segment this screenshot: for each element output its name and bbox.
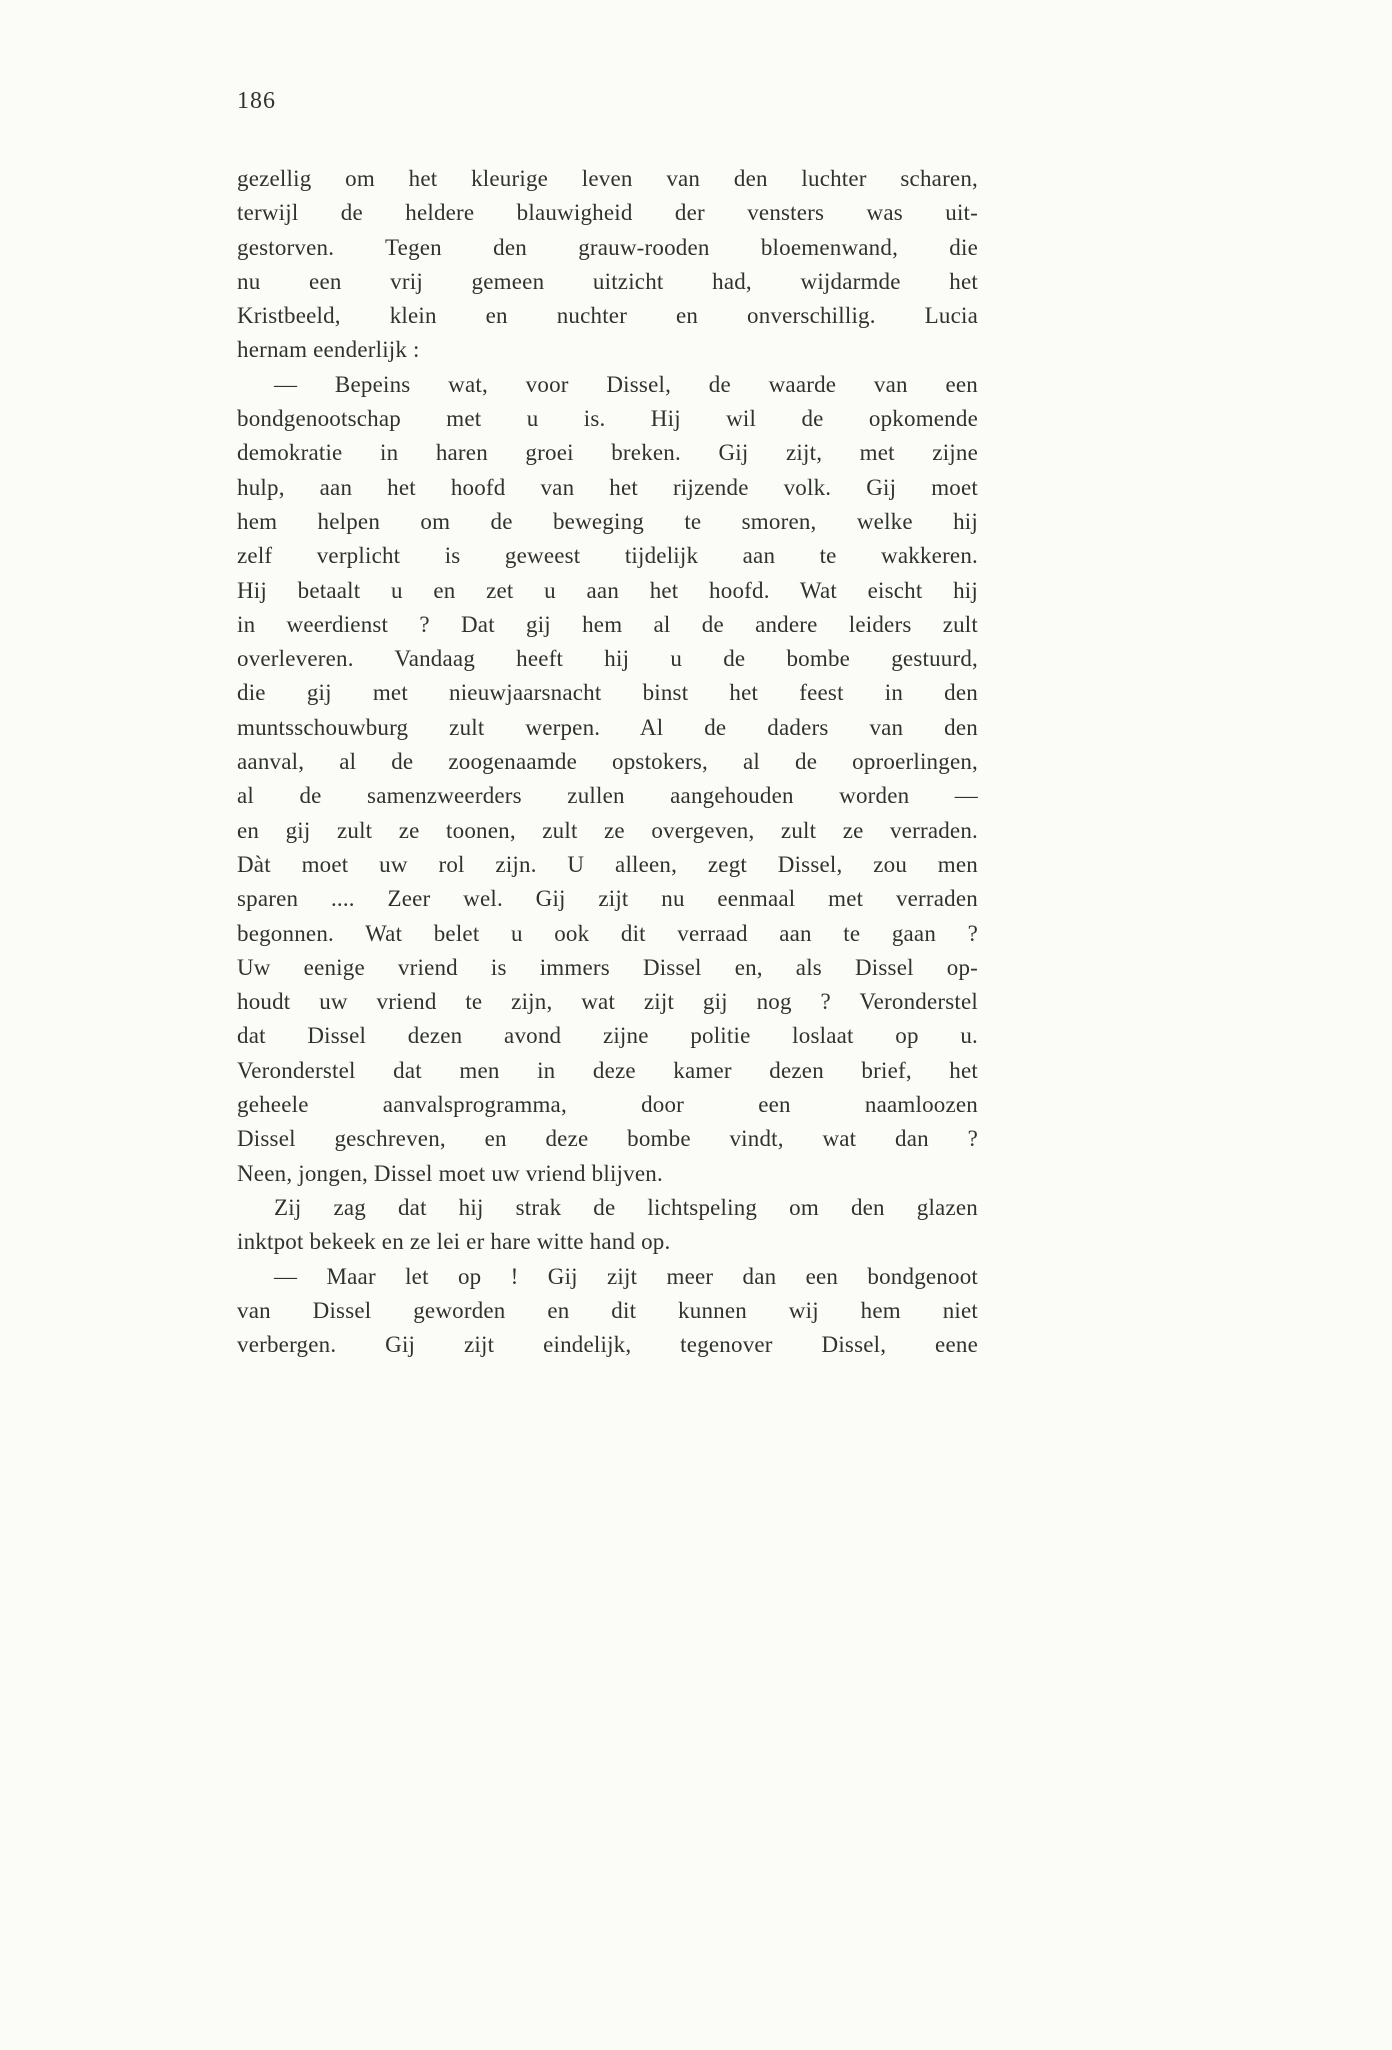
- text-line: demokratie in haren groei breken. Gij zijt, met zijne: [237, 440, 978, 466]
- text-block: [237, 162, 978, 1362]
- text-line: — Bepeins wat, voor Dissel, de waarde van een: [274, 371, 978, 397]
- text-line: zelf verplicht is geweest tijdelijk aan te wakkeren.: [237, 543, 978, 569]
- text-line: Hij betaalt u en zet u aan het hoofd. Wat eischt hij: [237, 577, 978, 603]
- text-line: geheele aanvalsprogramma, door een naamloozen: [237, 1092, 978, 1118]
- text-line: die gij met nieuwjaarsnacht binst het feest in den: [237, 680, 978, 706]
- text-line: — Maar let op ! Gij zijt meer dan een bondgenoot: [274, 1263, 978, 1289]
- text-line: terwijl de heldere blauwigheid der vensters was uit-: [237, 200, 978, 226]
- text-line: hem helpen om de beweging te smoren, welke hij: [237, 508, 978, 534]
- text-line: gezellig om het kleurige leven van den luchter scharen,: [237, 166, 978, 191]
- text-line: al de samenzweerders zullen aangehouden worden —: [237, 783, 978, 809]
- text-line: bondgenootschap met u is. Hij wil de opkomende: [237, 406, 978, 432]
- text-line: Uw eenige vriend is immers Dissel en, als Dissel op-: [237, 954, 978, 980]
- text-line: overleveren. Vandaag heeft hij u de bombe gestuurd,: [237, 646, 978, 672]
- text-line: Kristbeeld, klein en nuchter en onverschillig. Lucia: [237, 303, 978, 329]
- text-line: hulp, aan het hoofd van het rijzende volk. Gij moet: [237, 474, 978, 500]
- text-line: hernam eenderlijk :: [237, 337, 420, 363]
- text-line: muntsschouwburg zult werpen. Al de daders van den: [237, 714, 978, 740]
- text-line: gestorven. Tegen den grauw-rooden bloemenwand, die: [237, 234, 978, 260]
- text-line: in weerdienst ? Dat gij hem al de andere leiders zult: [237, 611, 978, 637]
- text-line: en gij zult ze toonen, zult ze overgeven, zult ze verraden.: [237, 817, 978, 843]
- text-line: Zij zag dat hij strak de lichtspeling om den glazen: [274, 1194, 978, 1220]
- text-line: begonnen. Wat belet u ook dit verraad aan te gaan ?: [237, 920, 978, 946]
- text-line: Dissel geschreven, en deze bombe vindt, wat dan ?: [237, 1126, 978, 1152]
- text-line: aanval, al de zoogenaamde opstokers, al de oproerlingen,: [237, 749, 978, 775]
- text-line: Veronderstel dat men in deze kamer dezen brief, het: [237, 1057, 978, 1083]
- text-line: Neen, jongen, Dissel moet uw vriend blijven.: [237, 1160, 663, 1186]
- page-number: 186: [237, 88, 276, 114]
- text-line: inktpot bekeek en ze lei er hare witte hand op.: [237, 1229, 671, 1255]
- text-line: van Dissel geworden en dit kunnen wij hem niet: [237, 1297, 978, 1323]
- text-line: houdt uw vriend te zijn, wat zijt gij nog ? Veronderstel: [237, 989, 978, 1015]
- text-line: nu een vrij gemeen uitzicht had, wijdarmde het: [237, 268, 978, 294]
- text-line: Dàt moet uw rol zijn. U alleen, zegt Dissel, zou men: [237, 851, 978, 877]
- text-line: verbergen. Gij zijt eindelijk, tegenover Dissel, eene: [237, 1332, 978, 1358]
- text-line: dat Dissel dezen avond zijne politie loslaat op u.: [237, 1023, 978, 1049]
- text-line: sparen .... Zeer wel. Gij zijt nu eenmaal met verraden: [237, 886, 978, 912]
